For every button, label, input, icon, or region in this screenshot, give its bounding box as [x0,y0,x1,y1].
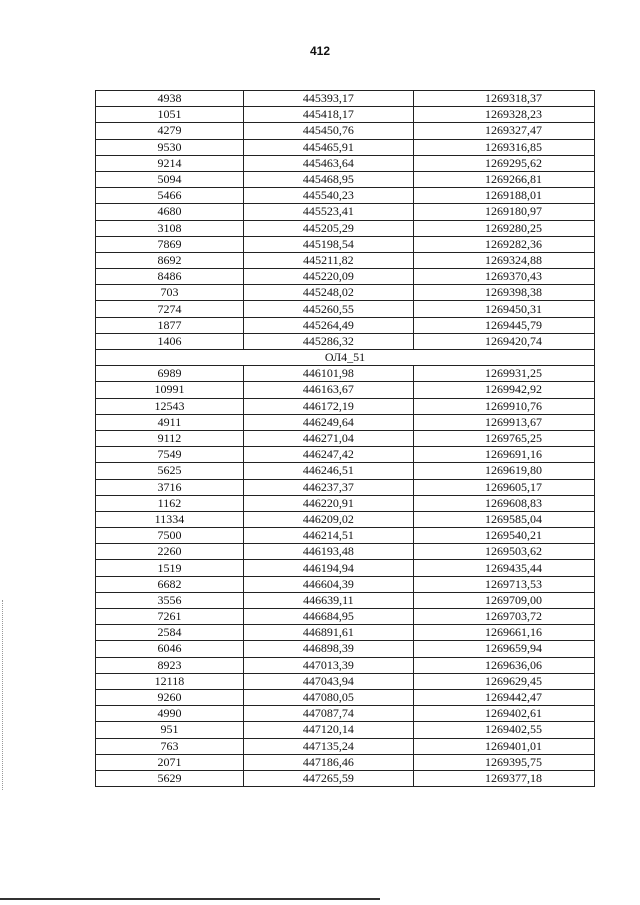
y-coordinate-cell: 1269629,45 [413,673,594,689]
table-row [96,91,595,107]
x-coordinate-cell: 446271,04 [243,430,413,446]
x-coordinate-cell: 445264,49 [243,317,413,333]
point-number-cell: 3108 [96,220,244,236]
table-row [96,625,595,641]
x-coordinate-cell: 446163,67 [243,382,413,398]
x-coordinate-cell: 447135,24 [243,738,413,754]
table-row [96,123,595,139]
table-row [96,592,595,608]
point-number-cell: 763 [96,738,244,754]
y-coordinate-cell: 1269619,80 [413,463,594,479]
table-row [96,236,595,252]
table-row [96,107,595,123]
table-row [96,220,595,236]
x-coordinate-cell: 447265,59 [243,770,413,786]
x-coordinate-cell: 445463,64 [243,155,413,171]
y-coordinate-cell: 1269420,74 [413,333,594,349]
x-coordinate-cell: 445211,82 [243,252,413,268]
y-coordinate-cell: 1269605,17 [413,479,594,495]
point-number-cell: 7261 [96,609,244,625]
y-coordinate-cell: 1269703,72 [413,609,594,625]
y-coordinate-cell: 1269180,97 [413,204,594,220]
table-row [96,447,595,463]
table-row [96,560,595,576]
table-row [96,528,595,544]
y-coordinate-cell: 1269377,18 [413,770,594,786]
point-number-cell: 4938 [96,91,244,107]
x-coordinate-cell: 446172,19 [243,398,413,414]
table-row [96,495,595,511]
x-coordinate-cell: 446249,64 [243,414,413,430]
point-number-cell: 2584 [96,625,244,641]
point-number-cell: 3716 [96,479,244,495]
point-number-cell: 7869 [96,236,244,252]
x-coordinate-cell: 445393,17 [243,91,413,107]
y-coordinate-cell: 1269324,88 [413,252,594,268]
x-coordinate-cell: 445220,09 [243,269,413,285]
table-row [96,544,595,560]
point-number-cell: 10991 [96,382,244,398]
table-section-top [96,91,595,350]
point-number-cell: 5629 [96,770,244,786]
x-coordinate-cell: 446639,11 [243,592,413,608]
y-coordinate-cell: 1269295,62 [413,155,594,171]
y-coordinate-cell: 1269913,67 [413,414,594,430]
table-row [96,511,595,527]
y-coordinate-cell: 1269442,47 [413,689,594,705]
point-number-cell: 1406 [96,333,244,349]
table-row [96,204,595,220]
y-coordinate-cell: 1269765,25 [413,430,594,446]
y-coordinate-cell: 1269188,01 [413,188,594,204]
x-coordinate-cell: 447013,39 [243,657,413,673]
x-coordinate-cell: 446209,02 [243,511,413,527]
point-number-cell: 1519 [96,560,244,576]
x-coordinate-cell: 446193,48 [243,544,413,560]
table-row [96,171,595,187]
point-number-cell: 703 [96,285,244,301]
x-coordinate-cell: 446247,42 [243,447,413,463]
table-row [96,285,595,301]
x-coordinate-cell: 445523,41 [243,204,413,220]
table-row [96,754,595,770]
table-row [96,609,595,625]
point-number-cell: 12543 [96,398,244,414]
y-coordinate-cell: 1269540,21 [413,528,594,544]
x-coordinate-cell: 447080,05 [243,689,413,705]
point-number-cell: 12118 [96,673,244,689]
x-coordinate-cell: 447087,74 [243,706,413,722]
scan-artifact-dots [2,600,5,790]
table-row [96,673,595,689]
table-row [96,155,595,171]
point-number-cell: 7500 [96,528,244,544]
table-row [96,398,595,414]
point-number-cell: 5094 [96,171,244,187]
point-number-cell: 4279 [96,123,244,139]
bottom-rule [0,898,380,900]
x-coordinate-cell: 446101,98 [243,366,413,382]
coordinates-table [95,90,595,787]
point-number-cell: 2260 [96,544,244,560]
table-row [96,641,595,657]
y-coordinate-cell: 1269942,92 [413,382,594,398]
x-coordinate-cell: 446246,51 [243,463,413,479]
x-coordinate-cell: 447120,14 [243,722,413,738]
point-number-cell: 7274 [96,301,244,317]
y-coordinate-cell: 1269328,23 [413,107,594,123]
table-row [96,414,595,430]
y-coordinate-cell: 1269435,44 [413,560,594,576]
point-number-cell: 6046 [96,641,244,657]
point-number-cell: 9530 [96,139,244,155]
point-number-cell: 9112 [96,430,244,446]
y-coordinate-cell: 1269266,81 [413,171,594,187]
y-coordinate-cell: 1269910,76 [413,398,594,414]
table-row [96,382,595,398]
y-coordinate-cell: 1269280,25 [413,220,594,236]
y-coordinate-cell: 1269450,31 [413,301,594,317]
x-coordinate-cell: 446220,91 [243,495,413,511]
table-row [96,706,595,722]
y-coordinate-cell: 1269713,53 [413,576,594,592]
table-row [96,366,595,382]
point-number-cell: 951 [96,722,244,738]
x-coordinate-cell: 445540,23 [243,188,413,204]
table-row [96,689,595,705]
y-coordinate-cell: 1269661,16 [413,625,594,641]
point-number-cell: 1877 [96,317,244,333]
y-coordinate-cell: 1269709,00 [413,592,594,608]
table-row [96,657,595,673]
x-coordinate-cell: 447186,46 [243,754,413,770]
x-coordinate-cell: 445260,55 [243,301,413,317]
y-coordinate-cell: 1269503,62 [413,544,594,560]
table-row [96,269,595,285]
y-coordinate-cell: 1269402,61 [413,706,594,722]
x-coordinate-cell: 446684,95 [243,609,413,625]
table-row [96,139,595,155]
y-coordinate-cell: 1269659,94 [413,641,594,657]
x-coordinate-cell: 446891,61 [243,625,413,641]
section-row [96,350,595,366]
table-row [96,333,595,349]
y-coordinate-cell: 1269370,43 [413,269,594,285]
table-row [96,722,595,738]
y-coordinate-cell: 1269585,04 [413,511,594,527]
x-coordinate-cell: 446898,39 [243,641,413,657]
table-section-bottom [96,366,595,787]
x-coordinate-cell: 445198,54 [243,236,413,252]
y-coordinate-cell: 1269318,37 [413,91,594,107]
point-number-cell: 5466 [96,188,244,204]
y-coordinate-cell: 1269691,16 [413,447,594,463]
table-row [96,576,595,592]
point-number-cell: 1162 [96,495,244,511]
y-coordinate-cell: 1269445,79 [413,317,594,333]
point-number-cell: 4911 [96,414,244,430]
x-coordinate-cell: 445286,32 [243,333,413,349]
point-number-cell: 3556 [96,592,244,608]
point-number-cell: 6682 [96,576,244,592]
x-coordinate-cell: 445468,95 [243,171,413,187]
point-number-cell: 2071 [96,754,244,770]
table-row [96,738,595,754]
point-number-cell: 1051 [96,107,244,123]
point-number-cell: 9214 [96,155,244,171]
y-coordinate-cell: 1269398,38 [413,285,594,301]
x-coordinate-cell: 445205,29 [243,220,413,236]
point-number-cell: 6989 [96,366,244,382]
x-coordinate-cell: 446214,51 [243,528,413,544]
x-coordinate-cell: 445248,02 [243,285,413,301]
section-label: ОЛ4_51 [96,350,595,366]
y-coordinate-cell: 1269327,47 [413,123,594,139]
x-coordinate-cell: 445450,76 [243,123,413,139]
point-number-cell: 4990 [96,706,244,722]
x-coordinate-cell: 446237,37 [243,479,413,495]
point-number-cell: 7549 [96,447,244,463]
y-coordinate-cell: 1269395,75 [413,754,594,770]
x-coordinate-cell: 445465,91 [243,139,413,155]
point-number-cell: 8692 [96,252,244,268]
table-row [96,301,595,317]
x-coordinate-cell: 447043,94 [243,673,413,689]
point-number-cell: 8486 [96,269,244,285]
point-number-cell: 9260 [96,689,244,705]
table-row [96,463,595,479]
point-number-cell: 4680 [96,204,244,220]
y-coordinate-cell: 1269636,06 [413,657,594,673]
page-number: 412 [309,44,331,58]
x-coordinate-cell: 446194,94 [243,560,413,576]
point-number-cell: 8923 [96,657,244,673]
y-coordinate-cell: 1269316,85 [413,139,594,155]
point-number-cell: 5625 [96,463,244,479]
y-coordinate-cell: 1269402,55 [413,722,594,738]
y-coordinate-cell: 1269931,25 [413,366,594,382]
point-number-cell: 11334 [96,511,244,527]
table-row [96,252,595,268]
table-row [96,479,595,495]
x-coordinate-cell: 445418,17 [243,107,413,123]
table-row [96,188,595,204]
y-coordinate-cell: 1269282,36 [413,236,594,252]
table-row [96,770,595,786]
table-row [96,430,595,446]
y-coordinate-cell: 1269608,83 [413,495,594,511]
table-section-header [96,350,595,366]
table-row [96,317,595,333]
x-coordinate-cell: 446604,39 [243,576,413,592]
y-coordinate-cell: 1269401,01 [413,738,594,754]
